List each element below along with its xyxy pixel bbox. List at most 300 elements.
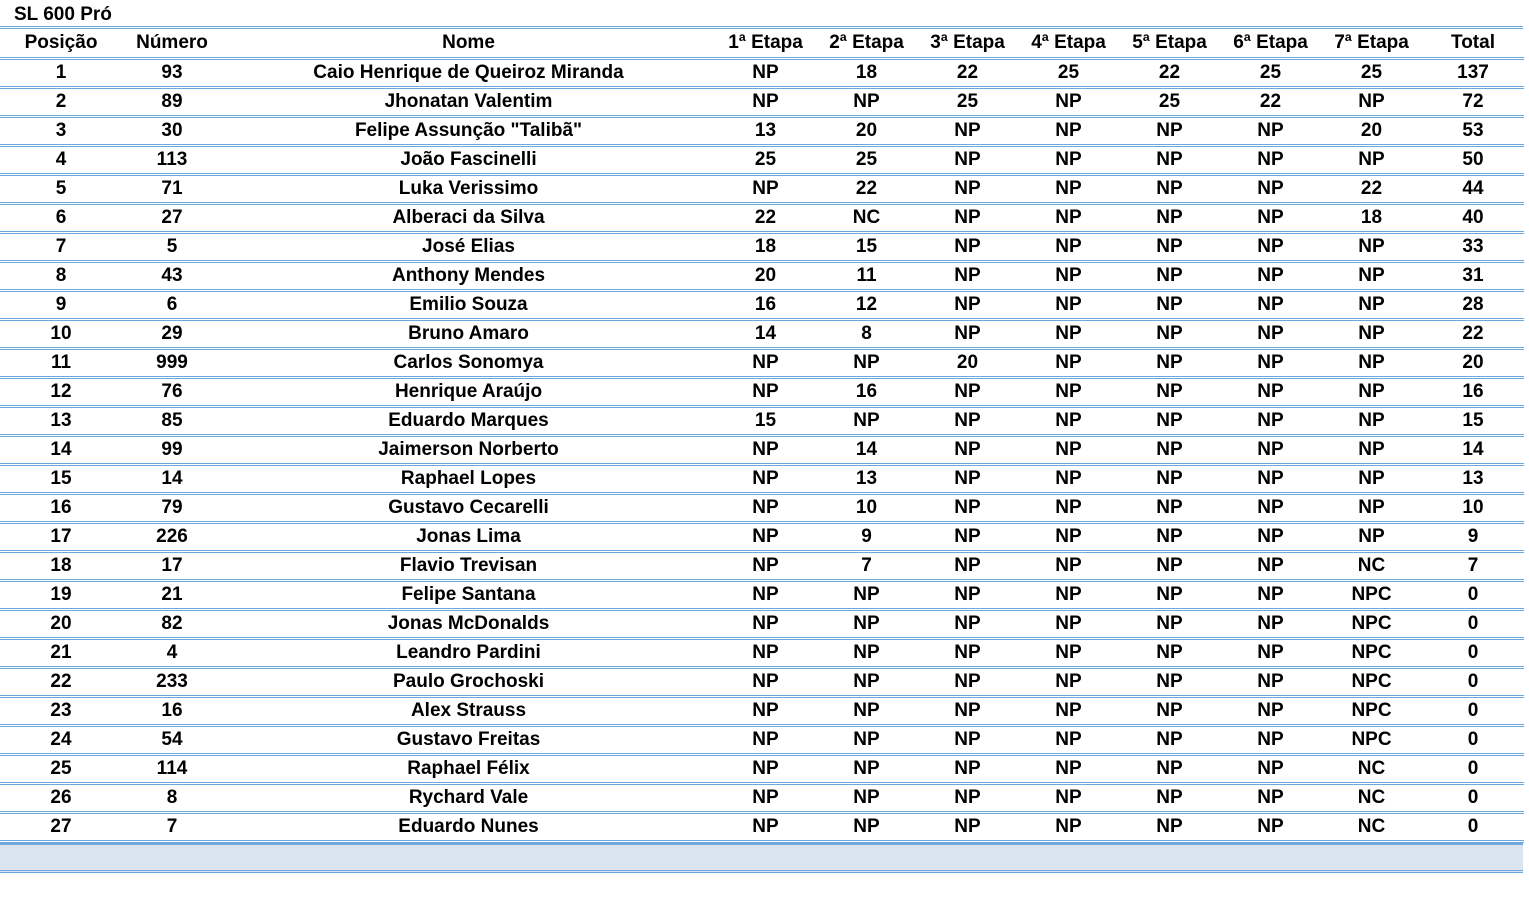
- cell-etapa-3: NP: [917, 667, 1018, 696]
- table-body: [0, 58, 1524, 841]
- cell-etapa-6: NP: [1220, 116, 1321, 145]
- cell-etapa-3: NP: [917, 174, 1018, 203]
- cell-etapa-2: NP: [816, 580, 917, 609]
- cell-nome: Henrique Araújo: [222, 377, 715, 406]
- cell-etapa-2: NP: [816, 638, 917, 667]
- cell-etapa-4: NP: [1018, 406, 1119, 435]
- cell-total: 0: [1422, 609, 1524, 638]
- cell-nome: Rychard Vale: [222, 783, 715, 812]
- header-etapa-4: 4ª Etapa: [1018, 29, 1119, 58]
- cell-etapa-3: NP: [917, 696, 1018, 725]
- cell-nome: Gustavo Cecarelli: [222, 493, 715, 522]
- cell-etapa-6: NP: [1220, 319, 1321, 348]
- cell-etapa-2: 11: [816, 261, 917, 290]
- cell-etapa-7: NP: [1321, 87, 1422, 116]
- cell-etapa-6: NP: [1220, 232, 1321, 261]
- cell-numero: 999: [122, 348, 222, 377]
- cell-total: 10: [1422, 493, 1524, 522]
- cell-etapa-6: NP: [1220, 435, 1321, 464]
- cell-numero: 43: [122, 261, 222, 290]
- cell-etapa-3: NP: [917, 522, 1018, 551]
- cell-etapa-5: NP: [1119, 493, 1220, 522]
- table-row: [0, 493, 1524, 522]
- cell-etapa-1: 18: [715, 232, 816, 261]
- cell-posicao: 1: [0, 58, 122, 87]
- cell-etapa-3: NP: [917, 783, 1018, 812]
- table-row: [0, 348, 1524, 377]
- cell-etapa-7: NPC: [1321, 638, 1422, 667]
- cell-posicao: 2: [0, 87, 122, 116]
- cell-etapa-2: NP: [816, 696, 917, 725]
- cell-etapa-1: NP: [715, 58, 816, 87]
- cell-nome: Alex Strauss: [222, 696, 715, 725]
- cell-etapa-3: NP: [917, 638, 1018, 667]
- cell-etapa-4: NP: [1018, 638, 1119, 667]
- cell-etapa-1: 20: [715, 261, 816, 290]
- cell-etapa-5: NP: [1119, 725, 1220, 754]
- cell-etapa-3: NP: [917, 551, 1018, 580]
- cell-etapa-6: NP: [1220, 203, 1321, 232]
- cell-etapa-6: NP: [1220, 406, 1321, 435]
- cell-posicao: 21: [0, 638, 122, 667]
- sheet-title: SL 600 Pró: [14, 4, 112, 25]
- cell-etapa-2: NP: [816, 812, 917, 841]
- header-etapa-7: 7ª Etapa: [1321, 29, 1422, 58]
- cell-posicao: 11: [0, 348, 122, 377]
- cell-etapa-3: NP: [917, 116, 1018, 145]
- cell-nome: Leandro Pardini: [222, 638, 715, 667]
- cell-posicao: 20: [0, 609, 122, 638]
- cell-etapa-4: NP: [1018, 725, 1119, 754]
- cell-total: 9: [1422, 522, 1524, 551]
- cell-etapa-7: NC: [1321, 783, 1422, 812]
- cell-etapa-3: NP: [917, 812, 1018, 841]
- cell-total: 33: [1422, 232, 1524, 261]
- table-row: [0, 261, 1524, 290]
- cell-etapa-2: 25: [816, 145, 917, 174]
- cell-etapa-4: NP: [1018, 435, 1119, 464]
- table-row: [0, 435, 1524, 464]
- cell-total: 16: [1422, 377, 1524, 406]
- cell-etapa-4: NP: [1018, 203, 1119, 232]
- cell-etapa-1: NP: [715, 174, 816, 203]
- cell-etapa-3: NP: [917, 493, 1018, 522]
- cell-etapa-7: NPC: [1321, 725, 1422, 754]
- cell-nome: Felipe Santana: [222, 580, 715, 609]
- cell-etapa-6: NP: [1220, 377, 1321, 406]
- header-etapa-1: 1ª Etapa: [715, 29, 816, 58]
- cell-numero: 93: [122, 58, 222, 87]
- cell-nome: Eduardo Nunes: [222, 812, 715, 841]
- cell-etapa-7: NC: [1321, 812, 1422, 841]
- cell-total: 15: [1422, 406, 1524, 435]
- header-etapa-3: 3ª Etapa: [917, 29, 1018, 58]
- cell-etapa-1: NP: [715, 522, 816, 551]
- cell-etapa-4: NP: [1018, 812, 1119, 841]
- cell-etapa-5: NP: [1119, 609, 1220, 638]
- cell-etapa-5: NP: [1119, 145, 1220, 174]
- cell-etapa-4: NP: [1018, 319, 1119, 348]
- cell-etapa-5: NP: [1119, 377, 1220, 406]
- table-row: [0, 145, 1524, 174]
- cell-nome: Alberaci da Silva: [222, 203, 715, 232]
- cell-etapa-2: NP: [816, 783, 917, 812]
- cell-etapa-1: 25: [715, 145, 816, 174]
- cell-nome: Carlos Sonomya: [222, 348, 715, 377]
- cell-etapa-7: NP: [1321, 464, 1422, 493]
- table-row: [0, 87, 1524, 116]
- cell-etapa-6: NP: [1220, 551, 1321, 580]
- cell-posicao: 5: [0, 174, 122, 203]
- cell-total: 44: [1422, 174, 1524, 203]
- cell-etapa-7: NP: [1321, 261, 1422, 290]
- cell-etapa-6: NP: [1220, 261, 1321, 290]
- cell-etapa-2: NP: [816, 754, 917, 783]
- cell-etapa-1: NP: [715, 493, 816, 522]
- cell-posicao: 10: [0, 319, 122, 348]
- cell-nome: Gustavo Freitas: [222, 725, 715, 754]
- cell-posicao: 14: [0, 435, 122, 464]
- header-numero: Número: [122, 29, 222, 58]
- cell-etapa-6: NP: [1220, 290, 1321, 319]
- table-row: [0, 290, 1524, 319]
- cell-posicao: 26: [0, 783, 122, 812]
- table-row: [0, 638, 1524, 667]
- cell-posicao: 16: [0, 493, 122, 522]
- cell-etapa-1: NP: [715, 464, 816, 493]
- cell-nome: Raphael Lopes: [222, 464, 715, 493]
- cell-etapa-5: NP: [1119, 203, 1220, 232]
- cell-etapa-1: NP: [715, 435, 816, 464]
- header-row: [0, 29, 1524, 58]
- cell-etapa-1: NP: [715, 725, 816, 754]
- header-etapa-6: 6ª Etapa: [1220, 29, 1321, 58]
- table-row: [0, 551, 1524, 580]
- cell-etapa-7: NP: [1321, 522, 1422, 551]
- cell-etapa-1: NP: [715, 667, 816, 696]
- cell-etapa-3: NP: [917, 377, 1018, 406]
- cell-etapa-5: NP: [1119, 783, 1220, 812]
- cell-numero: 29: [122, 319, 222, 348]
- cell-posicao: 8: [0, 261, 122, 290]
- cell-etapa-5: NP: [1119, 116, 1220, 145]
- table-row: [0, 725, 1524, 754]
- table-row: [0, 464, 1524, 493]
- cell-etapa-3: NP: [917, 319, 1018, 348]
- cell-etapa-3: NP: [917, 290, 1018, 319]
- cell-etapa-1: NP: [715, 696, 816, 725]
- cell-total: 14: [1422, 435, 1524, 464]
- cell-etapa-1: NP: [715, 551, 816, 580]
- cell-etapa-2: 16: [816, 377, 917, 406]
- cell-etapa-5: NP: [1119, 261, 1220, 290]
- cell-etapa-4: NP: [1018, 261, 1119, 290]
- cell-etapa-7: 20: [1321, 116, 1422, 145]
- cell-etapa-7: NP: [1321, 348, 1422, 377]
- table-row: [0, 667, 1524, 696]
- cell-etapa-4: NP: [1018, 377, 1119, 406]
- cell-etapa-2: NC: [816, 203, 917, 232]
- cell-total: 0: [1422, 696, 1524, 725]
- cell-etapa-7: 22: [1321, 174, 1422, 203]
- cell-nome: Jonas McDonalds: [222, 609, 715, 638]
- cell-etapa-6: NP: [1220, 348, 1321, 377]
- table-row: [0, 522, 1524, 551]
- cell-nome: Jhonatan Valentim: [222, 87, 715, 116]
- title-row: [0, 0, 1523, 29]
- header-nome: Nome: [222, 29, 715, 58]
- cell-etapa-3: 25: [917, 87, 1018, 116]
- cell-etapa-6: NP: [1220, 464, 1321, 493]
- cell-etapa-1: 16: [715, 290, 816, 319]
- cell-etapa-6: NP: [1220, 493, 1321, 522]
- cell-etapa-5: NP: [1119, 667, 1220, 696]
- cell-total: 7: [1422, 551, 1524, 580]
- cell-etapa-6: NP: [1220, 522, 1321, 551]
- cell-posicao: 6: [0, 203, 122, 232]
- cell-etapa-3: 20: [917, 348, 1018, 377]
- cell-etapa-5: NP: [1119, 435, 1220, 464]
- table-row: [0, 58, 1524, 87]
- cell-posicao: 3: [0, 116, 122, 145]
- table-row: [0, 116, 1524, 145]
- cell-posicao: 18: [0, 551, 122, 580]
- cell-nome: Emilio Souza: [222, 290, 715, 319]
- cell-etapa-4: NP: [1018, 522, 1119, 551]
- cell-posicao: 27: [0, 812, 122, 841]
- cell-etapa-7: NC: [1321, 754, 1422, 783]
- cell-etapa-3: NP: [917, 406, 1018, 435]
- cell-etapa-1: 15: [715, 406, 816, 435]
- cell-numero: 27: [122, 203, 222, 232]
- cell-numero: 21: [122, 580, 222, 609]
- cell-etapa-5: NP: [1119, 290, 1220, 319]
- cell-total: 137: [1422, 58, 1524, 87]
- cell-etapa-5: NP: [1119, 754, 1220, 783]
- cell-numero: 17: [122, 551, 222, 580]
- cell-numero: 14: [122, 464, 222, 493]
- cell-numero: 8: [122, 783, 222, 812]
- cell-posicao: 4: [0, 145, 122, 174]
- cell-total: 0: [1422, 638, 1524, 667]
- cell-numero: 233: [122, 667, 222, 696]
- cell-etapa-5: 25: [1119, 87, 1220, 116]
- cell-nome: Jaimerson Norberto: [222, 435, 715, 464]
- cell-etapa-2: 20: [816, 116, 917, 145]
- cell-etapa-1: NP: [715, 87, 816, 116]
- table-row: [0, 174, 1524, 203]
- table-row: [0, 783, 1524, 812]
- cell-etapa-3: NP: [917, 145, 1018, 174]
- cell-etapa-1: NP: [715, 609, 816, 638]
- cell-etapa-6: NP: [1220, 783, 1321, 812]
- cell-numero: 7: [122, 812, 222, 841]
- cell-total: 0: [1422, 725, 1524, 754]
- cell-etapa-7: NP: [1321, 145, 1422, 174]
- cell-etapa-7: 25: [1321, 58, 1422, 87]
- cell-etapa-4: NP: [1018, 551, 1119, 580]
- table-row: [0, 812, 1524, 841]
- cell-etapa-2: NP: [816, 87, 917, 116]
- cell-etapa-6: NP: [1220, 725, 1321, 754]
- cell-etapa-5: NP: [1119, 522, 1220, 551]
- cell-etapa-7: NP: [1321, 493, 1422, 522]
- cell-numero: 30: [122, 116, 222, 145]
- cell-numero: 4: [122, 638, 222, 667]
- cell-posicao: 9: [0, 290, 122, 319]
- cell-total: 0: [1422, 754, 1524, 783]
- cell-numero: 82: [122, 609, 222, 638]
- cell-etapa-4: NP: [1018, 348, 1119, 377]
- cell-total: 0: [1422, 783, 1524, 812]
- table-row: [0, 580, 1524, 609]
- cell-nome: Anthony Mendes: [222, 261, 715, 290]
- cell-numero: 85: [122, 406, 222, 435]
- cell-posicao: 25: [0, 754, 122, 783]
- cell-numero: 76: [122, 377, 222, 406]
- cell-etapa-5: NP: [1119, 812, 1220, 841]
- cell-nome: Felipe Assunção "Talibã": [222, 116, 715, 145]
- cell-etapa-7: NP: [1321, 319, 1422, 348]
- cell-etapa-2: 14: [816, 435, 917, 464]
- cell-etapa-3: NP: [917, 725, 1018, 754]
- cell-etapa-7: 18: [1321, 203, 1422, 232]
- cell-etapa-5: NP: [1119, 174, 1220, 203]
- cell-etapa-3: NP: [917, 203, 1018, 232]
- cell-etapa-1: 22: [715, 203, 816, 232]
- cell-total: 13: [1422, 464, 1524, 493]
- cell-etapa-4: NP: [1018, 667, 1119, 696]
- cell-etapa-7: NPC: [1321, 609, 1422, 638]
- table-row: [0, 232, 1524, 261]
- cell-posicao: 24: [0, 725, 122, 754]
- cell-etapa-6: NP: [1220, 812, 1321, 841]
- cell-nome: José Elias: [222, 232, 715, 261]
- cell-etapa-6: 22: [1220, 87, 1321, 116]
- cell-etapa-3: 22: [917, 58, 1018, 87]
- cell-etapa-4: NP: [1018, 464, 1119, 493]
- cell-etapa-2: NP: [816, 667, 917, 696]
- cell-total: 72: [1422, 87, 1524, 116]
- cell-nome: Caio Henrique de Queiroz Miranda: [222, 58, 715, 87]
- cell-etapa-3: NP: [917, 261, 1018, 290]
- cell-etapa-6: NP: [1220, 174, 1321, 203]
- cell-etapa-5: NP: [1119, 580, 1220, 609]
- cell-etapa-7: NP: [1321, 406, 1422, 435]
- header-etapa-5: 5ª Etapa: [1119, 29, 1220, 58]
- cell-posicao: 12: [0, 377, 122, 406]
- cell-numero: 89: [122, 87, 222, 116]
- cell-etapa-1: 14: [715, 319, 816, 348]
- cell-total: 53: [1422, 116, 1524, 145]
- cell-etapa-2: NP: [816, 348, 917, 377]
- cell-etapa-6: 25: [1220, 58, 1321, 87]
- cell-numero: 79: [122, 493, 222, 522]
- cell-etapa-2: 13: [816, 464, 917, 493]
- cell-etapa-7: NP: [1321, 290, 1422, 319]
- cell-numero: 16: [122, 696, 222, 725]
- cell-etapa-7: NPC: [1321, 580, 1422, 609]
- cell-etapa-4: NP: [1018, 116, 1119, 145]
- cell-etapa-2: 9: [816, 522, 917, 551]
- cell-numero: 226: [122, 522, 222, 551]
- cell-total: 0: [1422, 580, 1524, 609]
- cell-etapa-1: NP: [715, 754, 816, 783]
- table-row: [0, 319, 1524, 348]
- cell-etapa-6: NP: [1220, 696, 1321, 725]
- cell-etapa-3: NP: [917, 464, 1018, 493]
- cell-etapa-2: 8: [816, 319, 917, 348]
- cell-total: 0: [1422, 812, 1524, 841]
- cell-etapa-5: NP: [1119, 551, 1220, 580]
- cell-etapa-1: NP: [715, 377, 816, 406]
- cell-etapa-5: NP: [1119, 638, 1220, 667]
- cell-etapa-1: NP: [715, 638, 816, 667]
- cell-numero: 54: [122, 725, 222, 754]
- cell-etapa-7: NPC: [1321, 667, 1422, 696]
- cell-nome: Raphael Félix: [222, 754, 715, 783]
- cell-etapa-1: NP: [715, 580, 816, 609]
- cell-total: 22: [1422, 319, 1524, 348]
- cell-nome: Luka Verissimo: [222, 174, 715, 203]
- cell-numero: 114: [122, 754, 222, 783]
- cell-numero: 99: [122, 435, 222, 464]
- cell-posicao: 17: [0, 522, 122, 551]
- cell-etapa-2: 18: [816, 58, 917, 87]
- cell-etapa-4: NP: [1018, 783, 1119, 812]
- cell-etapa-3: NP: [917, 754, 1018, 783]
- cell-etapa-7: NP: [1321, 435, 1422, 464]
- cell-posicao: 22: [0, 667, 122, 696]
- table-row: [0, 609, 1524, 638]
- cell-etapa-3: NP: [917, 232, 1018, 261]
- cell-etapa-4: NP: [1018, 696, 1119, 725]
- cell-etapa-6: NP: [1220, 580, 1321, 609]
- cell-etapa-1: 13: [715, 116, 816, 145]
- cell-etapa-5: NP: [1119, 464, 1220, 493]
- cell-etapa-7: NP: [1321, 232, 1422, 261]
- table-row: [0, 377, 1524, 406]
- cell-etapa-4: NP: [1018, 754, 1119, 783]
- cell-etapa-4: NP: [1018, 493, 1119, 522]
- cell-etapa-5: NP: [1119, 319, 1220, 348]
- cell-etapa-6: NP: [1220, 145, 1321, 174]
- cell-nome: Eduardo Marques: [222, 406, 715, 435]
- cell-etapa-5: NP: [1119, 348, 1220, 377]
- cell-etapa-4: NP: [1018, 87, 1119, 116]
- cell-posicao: 7: [0, 232, 122, 261]
- cell-etapa-5: NP: [1119, 406, 1220, 435]
- standings-table: [0, 29, 1524, 843]
- cell-total: 0: [1422, 667, 1524, 696]
- cell-nome: Flavio Trevisan: [222, 551, 715, 580]
- cell-posicao: 19: [0, 580, 122, 609]
- cell-etapa-1: NP: [715, 783, 816, 812]
- cell-etapa-4: NP: [1018, 290, 1119, 319]
- cell-etapa-2: NP: [816, 725, 917, 754]
- cell-posicao: 13: [0, 406, 122, 435]
- cell-etapa-2: 7: [816, 551, 917, 580]
- cell-etapa-6: NP: [1220, 609, 1321, 638]
- cell-etapa-4: NP: [1018, 174, 1119, 203]
- cell-total: 40: [1422, 203, 1524, 232]
- cell-posicao: 23: [0, 696, 122, 725]
- table-row: [0, 696, 1524, 725]
- cell-total: 31: [1422, 261, 1524, 290]
- cell-posicao: 15: [0, 464, 122, 493]
- cell-numero: 5: [122, 232, 222, 261]
- table-row: [0, 406, 1524, 435]
